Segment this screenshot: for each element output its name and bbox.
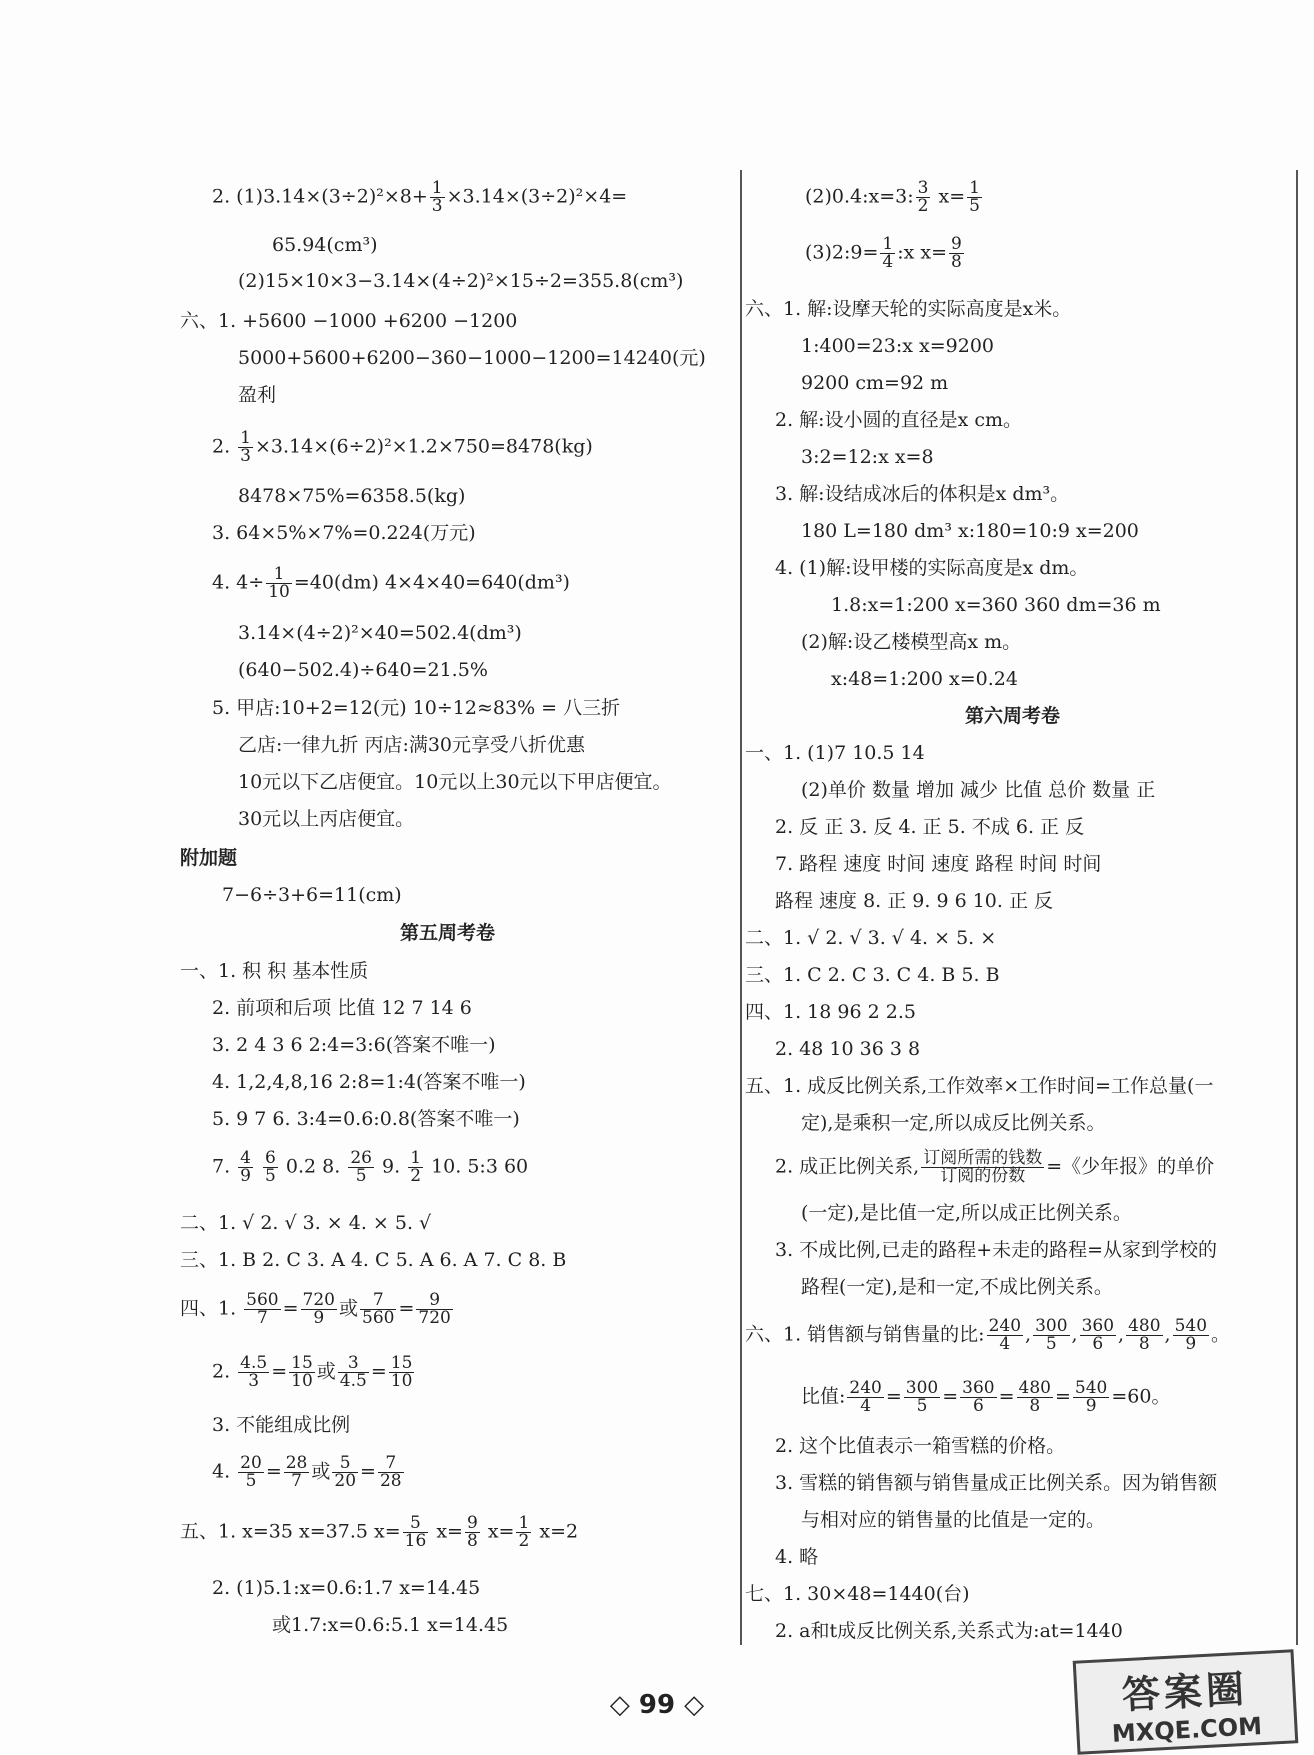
- answer-line: 4. 略: [775, 1546, 819, 1568]
- answer-line: 4. (1)解:设甲楼的实际高度是x dm。: [775, 557, 1089, 579]
- answer-line: 3. 解:设结成冰后的体积是x dm³。: [775, 483, 1070, 505]
- answer-line: 2. $\frac{1}{3}$ ×3.14×(6÷2)²×1.2×750=8478(kg): [212, 428, 593, 466]
- answer-line: 7. 路程 速度 时间 速度 路程 时间 时间: [775, 853, 1102, 875]
- right-border: [1296, 170, 1298, 1645]
- section-title: 第五周考卷: [400, 922, 496, 944]
- answer-line: 一、1. (1)7 10.5 14: [745, 742, 925, 764]
- answer-line: 或1.7:x=0.6:5.1 x=14.45: [272, 1614, 509, 1636]
- answer-line: 4. $\frac{20}{5}$ = $\frac{28}{7}$ 或 $\frac{5}{20}$ = $\frac{7}{28}$: [212, 1453, 402, 1491]
- answer-line: 二、1. √ 2. √ 3. × 4. × 5. √: [180, 1212, 432, 1234]
- answer-line: 与相对应的销售量的比值是一定的。: [801, 1509, 1106, 1531]
- answer-line: 2. 48 10 36 3 8: [775, 1038, 921, 1060]
- answer-line: 9200 cm=92 m: [801, 372, 949, 394]
- answer-line: 五、1. 成反比例关系,工作效率×工作时间=工作总量(一: [745, 1075, 1214, 1097]
- answer-line: (2)15×10×3−3.14×(4÷2)²×15÷2=355.8(cm³): [238, 270, 684, 292]
- answer-line: 8478×75%=6358.5(kg): [238, 485, 466, 507]
- answer-line: 三、1. C 2. C 3. C 4. B 5. B: [745, 964, 1000, 986]
- answer-line: 65.94(cm³): [272, 234, 378, 256]
- answer-line: 7. $\frac{4}{9}$ $\frac{6}{5}$ 0.2 8. $\frac{26}{5}$ 9. $\frac{1}{2}$ 10. 5:3 60: [212, 1148, 529, 1186]
- answer-line: 5. 9 7 6. 3:4=0.6:0.8(答案不唯一): [212, 1108, 520, 1130]
- answer-line: 3. 2 4 3 6 2:4=3:6(答案不唯一): [212, 1034, 496, 1056]
- watermark-url: MXQE.COM: [1111, 1711, 1263, 1748]
- site-watermark-logo: [1073, 1649, 1299, 1754]
- answer-line: 180 L=180 dm³ x:180=10:9 x=200: [801, 520, 1139, 542]
- answer-line: 二、1. √ 2. √ 3. √ 4. × 5. ×: [745, 927, 997, 949]
- answer-line: 10元以下乙店便宜。10元以上30元以下甲店便宜。: [238, 771, 672, 793]
- answer-line: 比值: $\frac{240}{4}$ = $\frac{300}{5}$ = $\frac{360}{6}$ = $\frac{480}{8}$ = $\frac{540}{9}$ =60。: [801, 1378, 1171, 1416]
- answer-line: 路程 速度 8. 正 9. 9 6 10. 正 反: [775, 890, 1054, 912]
- answer-line: 3. 雪糕的销售额与销售量成正比例关系。因为销售额: [775, 1472, 1218, 1494]
- answer-line: 盈利: [238, 384, 277, 406]
- section-title: 附加题: [180, 847, 238, 869]
- answer-line: 六、1. 解:设摩天轮的实际高度是x米。: [745, 298, 1072, 320]
- answer-line: 3:2=12:x x=8: [801, 446, 934, 468]
- answer-line: 2. 这个比值表示一箱雪糕的价格。: [775, 1435, 1066, 1457]
- answer-line: 四、1. $\frac{560}{7}$ = $\frac{720}{9}$ 或 $\frac{7}{560}$ = $\frac{9}{720}$: [180, 1290, 451, 1328]
- answer-line: (一定),是比值一定,所以成正比例关系。: [801, 1202, 1132, 1224]
- answer-line: 7−6÷3+6=11(cm): [222, 884, 402, 906]
- answer-line: 四、1. 18 96 2 2.5: [745, 1001, 916, 1023]
- answer-line: (2)解:设乙楼模型高x m。: [801, 631, 1022, 653]
- answer-line: 2. $\frac{4.5}{3}$ = $\frac{15}{10}$ 或 $\frac{3}{4.5}$ = $\frac{15}{10}$: [212, 1353, 413, 1391]
- answer-line: 2. 成正比例关系, $\frac{\text{订阅所需的钱数}}{\text{订阅的份数}}$ =《少年报》的单价: [775, 1148, 1215, 1186]
- watermark-text: 答案圈: [1120, 1666, 1250, 1717]
- answer-line: 2. 前项和后项 比值 12 7 14 6: [212, 997, 472, 1019]
- page-number: ◇ 99 ◇: [609, 1690, 705, 1720]
- column-divider: [740, 170, 742, 1645]
- answer-line: 4. 4÷ $\frac{1}{10}$ =40(dm) 4×4×40=640(dm³): [212, 564, 570, 602]
- answer-line: 五、1. x=35 x=37.5 x= $\frac{5}{16}$ x= $\frac{9}{8}$ x= $\frac{1}{2}$ x=2: [180, 1513, 579, 1551]
- answer-line: x:48=1:200 x=0.24: [831, 668, 1018, 690]
- answer-line: 2. (1)3.14×(3÷2)²×8+ $\frac{1}{3}$ ×3.14×(3÷2)²×4=: [212, 178, 628, 216]
- answer-line: 1:400=23:x x=9200: [801, 335, 994, 357]
- answer-line: (2)单价 数量 增加 减少 比值 总价 数量 正: [801, 779, 1156, 801]
- answer-line: 2. (1)5.1:x=0.6:1.7 x=14.45: [212, 1577, 481, 1599]
- answer-line: 定),是乘积一定,所以成反比例关系。: [801, 1112, 1106, 1134]
- answer-line: 1.8:x=1:200 x=360 360 dm=36 m: [831, 594, 1161, 616]
- answer-line: 2. a和t成反比例关系,关系式为:at=1440: [775, 1620, 1123, 1642]
- answer-line: 5000+5600+6200−360−1000−1200=14240(元): [238, 347, 706, 369]
- answer-line: 3. 64×5%×7%=0.224(万元): [212, 522, 476, 544]
- answer-line: 2. 反 正 3. 反 4. 正 5. 不成 6. 正 反: [775, 816, 1085, 838]
- answer-line: 4. 1,2,4,8,16 2:8=1:4(答案不唯一): [212, 1071, 526, 1093]
- answer-line: 3. 不成比例,已走的路程+未走的路程=从家到学校的: [775, 1239, 1218, 1261]
- answer-line: 三、1. B 2. C 3. A 4. C 5. A 6. A 7. C 8. B: [180, 1249, 567, 1271]
- answer-line: 3. 不能组成比例: [212, 1414, 351, 1436]
- answer-line: (3)2:9= $\frac{1}{4}$ :x x= $\frac{9}{8}$: [805, 234, 962, 272]
- section-title: 第六周考卷: [965, 705, 1061, 727]
- answer-line: (2)0.4:x=3: $\frac{3}{2}$ x= $\frac{1}{5}$: [805, 178, 980, 216]
- answer-line: 3.14×(4÷2)²×40=502.4(dm³): [238, 622, 522, 644]
- answer-line: 5. 甲店:10+2=12(元) 10÷12≈83% = 八三折: [212, 697, 621, 719]
- answer-line: 七、1. 30×48=1440(台): [745, 1583, 970, 1605]
- answer-line: 2. 解:设小圆的直径是x cm。: [775, 409, 1022, 431]
- answer-line: 30元以上丙店便宜。: [238, 808, 415, 830]
- answer-line: 乙店:一律九折 丙店:满30元享受八折优惠: [238, 734, 586, 756]
- answer-line: (640−502.4)÷640=21.5%: [238, 659, 488, 681]
- answer-line: 路程(一定),是和一定,不成比例关系。: [801, 1276, 1113, 1298]
- answer-line: 一、1. 积 积 基本性质: [180, 960, 369, 982]
- answer-line: 六、1. 销售额与销售量的比: $\frac{240}{4}$ , $\frac{300}{5}$ , $\frac{360}{6}$ , $\frac{480}{8}$ , $\frac{540}{9}$ 。: [745, 1316, 1231, 1354]
- answer-line: 六、1. +5600 −1000 +6200 −1200: [180, 310, 518, 332]
